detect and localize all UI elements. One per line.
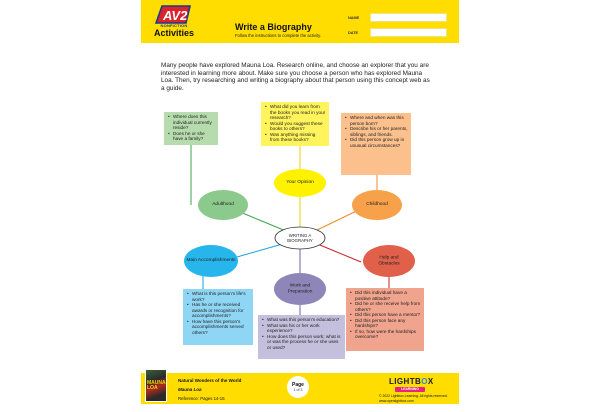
worksheet-page bbox=[141, 0, 459, 412]
book-cover-image bbox=[145, 369, 167, 402]
node-label-center: WRITING A BIOGRAPHY bbox=[287, 233, 313, 243]
book-cover-title: MAUNA LOA bbox=[147, 380, 166, 391]
reference-pages: Reference: Pages 14-15 bbox=[178, 396, 225, 401]
website-link[interactable]: www.openlightbox.com bbox=[379, 399, 414, 403]
question-item: • What is this person's life's work? bbox=[192, 291, 250, 302]
footer-bar bbox=[141, 373, 459, 404]
question-item: • What was his or her work experience? bbox=[267, 323, 342, 334]
question-item: • Did this person grow up in unusual circumstances? bbox=[350, 137, 408, 148]
question-item: • Did this person have a mentor? bbox=[355, 312, 421, 318]
node-label-childhood: Childhood bbox=[366, 202, 388, 208]
question-item: • Where and when was this person born? bbox=[350, 115, 408, 126]
question-item: • Describe his or her parents, siblings, and friends. bbox=[350, 126, 408, 137]
question-item: • Did this individual have a positive attitude? bbox=[355, 290, 421, 301]
node-label-adulthood: Adulthood bbox=[212, 202, 234, 208]
lightbox-logo-x: X bbox=[427, 377, 434, 386]
logo-av-text: AV2 bbox=[163, 8, 188, 23]
question-item: • Would you suggest these books to others? bbox=[270, 121, 326, 132]
connector-help bbox=[315, 243, 361, 262]
node-label-help: Help and Obstacles bbox=[378, 255, 400, 266]
question-item: • If so, how were the hardships overcome? bbox=[355, 329, 421, 340]
question-item: • Was anything missing from these books? bbox=[270, 132, 326, 143]
question-item: • Did this person face any hardships? bbox=[355, 318, 421, 329]
box-opinion bbox=[261, 102, 329, 146]
page-subtitle: Follow the instructions to complete the activity. bbox=[235, 33, 322, 38]
question-item: • Where does this individual currently reside? bbox=[173, 114, 215, 131]
intro-paragraph: Many people have explored Mauna Loa. Research online, and choose an explorer that you are interested in learning more about. Make sure you choose a person who has explored Mauna Loa. Then, try researching and writing a biography about that person using this concept web as a guide. bbox=[161, 62, 430, 92]
box-accomplishments bbox=[183, 289, 253, 345]
lightbox-learning-badge: LEARNING bbox=[395, 387, 425, 392]
logo-subtitle: NONFICTION bbox=[160, 23, 188, 28]
question-item: • Does he or she have a family? bbox=[173, 131, 215, 142]
page-label: Page bbox=[292, 382, 304, 388]
question-item: • What was this person's education? bbox=[267, 317, 342, 323]
node-label-accomplishments: Main Accomplishments bbox=[186, 258, 236, 264]
lightbox-logo bbox=[389, 377, 434, 386]
page-count: 1 of 3 bbox=[293, 388, 303, 392]
page-title: Write a Biography bbox=[235, 22, 312, 32]
node-label-work: Work and Preparation bbox=[287, 283, 313, 294]
question-item: • Has he or she received awards or recognition for accomplishments? bbox=[192, 302, 250, 319]
series-title: Natural Wonders of the World bbox=[178, 378, 242, 383]
box-help bbox=[346, 288, 424, 351]
box-childhood bbox=[341, 113, 411, 175]
page-indicator bbox=[287, 376, 309, 398]
question-item: • How does this person work; what is or was the process he or she uses or used? bbox=[267, 334, 342, 351]
box-adulthood bbox=[164, 112, 218, 145]
lightbox-logo-o: O bbox=[421, 377, 428, 386]
book-title: Mauna Loa bbox=[178, 387, 202, 392]
date-label: DATE bbox=[348, 31, 359, 35]
lightbox-logo-text: LIGHTB bbox=[389, 377, 422, 386]
question-item: • How have this person's accomplishments served others? bbox=[192, 319, 250, 336]
logo-activities: Activities bbox=[153, 28, 195, 38]
question-item: • Did he or she receive help from others? bbox=[355, 301, 421, 312]
node-label-opinion: Your Opinion bbox=[286, 180, 314, 186]
name-label: NAME bbox=[348, 16, 360, 20]
question-item: • What did you learn from the books you read in your research? bbox=[270, 104, 326, 121]
copyright-text: © 2022 Lightbox Learning. All rights reserved. bbox=[379, 394, 448, 398]
box-work bbox=[258, 315, 345, 359]
